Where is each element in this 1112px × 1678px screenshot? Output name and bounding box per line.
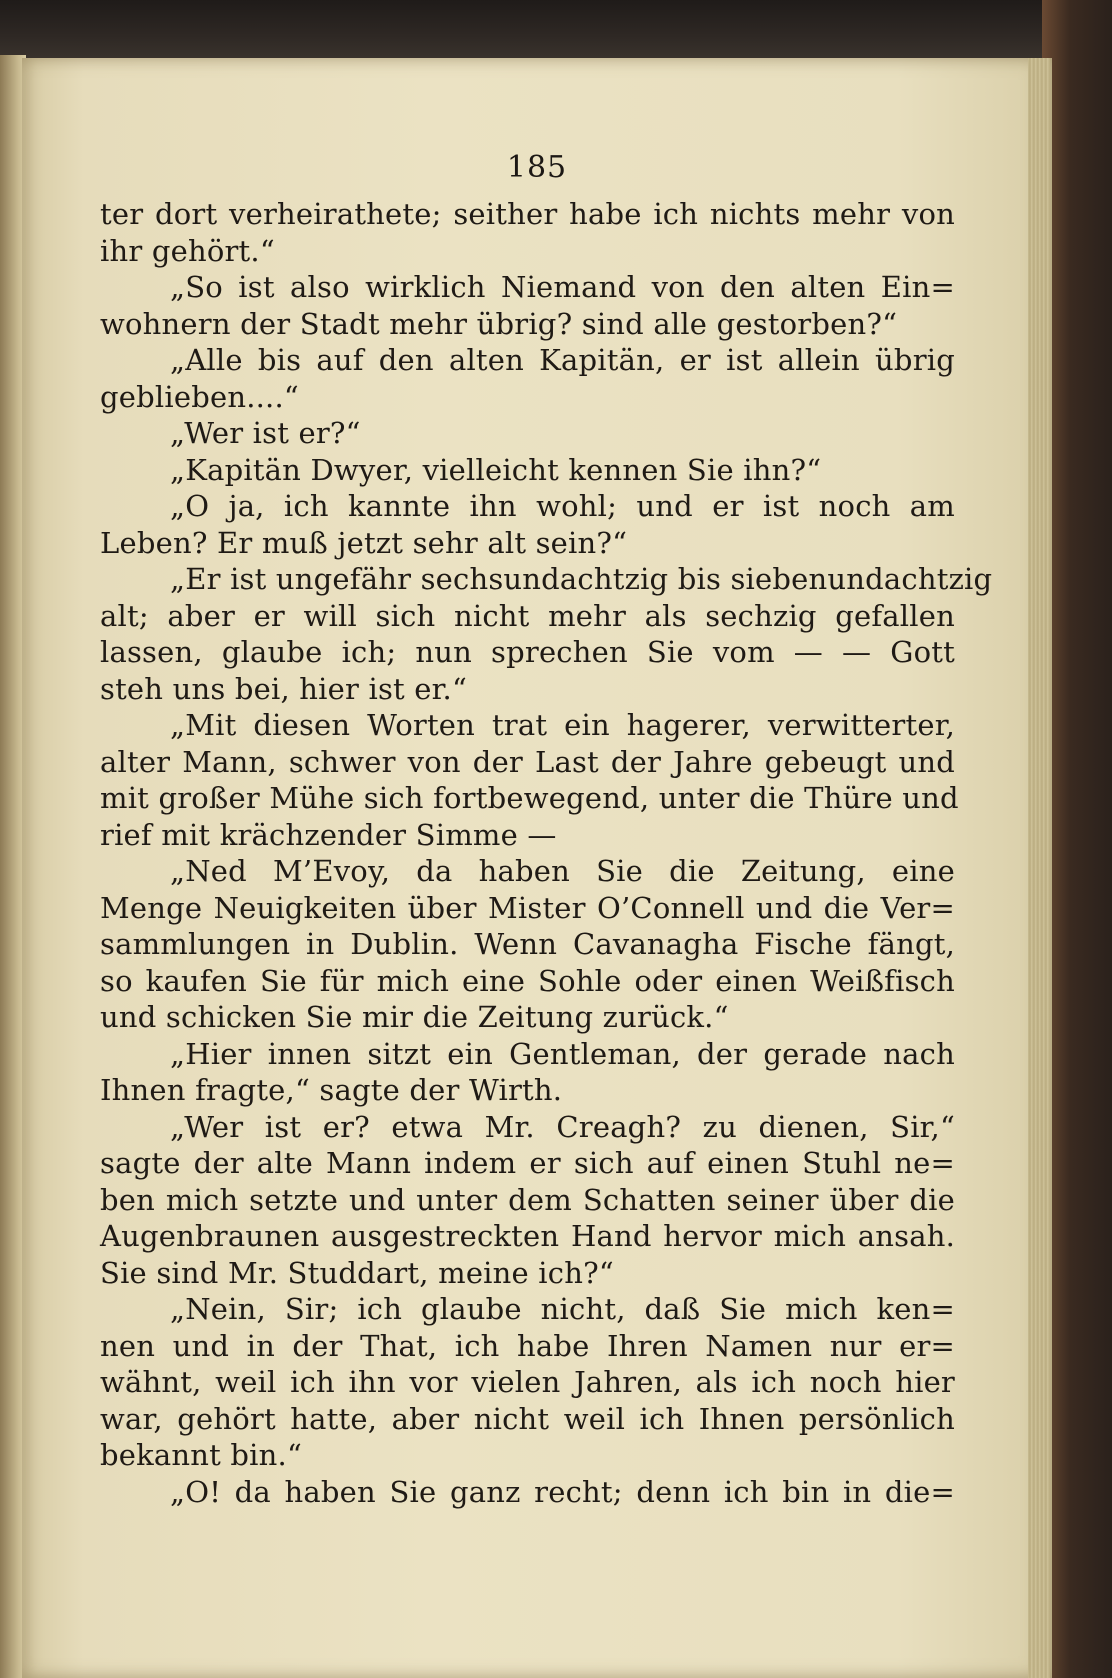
- book-page: [22, 58, 1052, 1678]
- text-line: „Ned M’Evoy, da haben Sie die Zeitung, eine: [170, 854, 955, 888]
- text-line: ben mich setzte und unter dem Schatten seiner über die: [100, 1182, 955, 1217]
- text-line: und schicken Sie mir die Zeitung zurück.“: [100, 1000, 729, 1034]
- text-line: Ihnen fragte,“ sagte der Wirth.: [100, 1073, 563, 1107]
- text-line: Leben? Er muß jetzt sehr alt sein?“: [100, 525, 628, 560]
- page-stack-edges: [1028, 58, 1050, 1678]
- book-cover-edge: [1042, 0, 1112, 1678]
- text-line: ihr gehört.“: [100, 233, 275, 268]
- text-line: „O ja, ich kannte ihn wohl; und er ist noch am: [170, 489, 955, 523]
- text-line: sagte der alte Mann indem er sich auf einen Stuhl ne=: [100, 1146, 955, 1180]
- text-line: „Wer ist er? etwa Mr. Creagh? zu dienen, Sir,“: [170, 1109, 955, 1144]
- page-text: [100, 196, 993, 1510]
- text-line: „Hier innen sitzt ein Gentleman, der gerade nach: [170, 1036, 955, 1071]
- text-line: „Kapitän Dwyer, vielleicht kennen Sie ihn?“: [170, 452, 822, 487]
- text-line: rief mit krächzender Simme —: [100, 817, 557, 852]
- text-line: „So ist also wirklich Niemand von den alten Ein=: [170, 270, 955, 304]
- text-line: geblieben....“: [100, 379, 299, 414]
- text-line: Sie sind Mr. Studdart, meine ich?“: [100, 1255, 614, 1290]
- text-line: alt; aber er will sich nicht mehr als sechzig gefallen: [100, 598, 955, 633]
- text-line: „Nein, Sir; ich glaube nicht, daß Sie mich ken=: [170, 1292, 955, 1326]
- text-line: Augenbraunen ausgestreckten Hand hervor mich ansah.: [100, 1219, 955, 1253]
- text-line: Menge Neuigkeiten über Mister O’Connell und die Ver=: [100, 890, 955, 925]
- book-spine-top: [0, 0, 1112, 60]
- text-line: mit großer Mühe sich fortbewegend, unter die Thüre und: [100, 781, 959, 815]
- text-line: sammlungen in Dublin. Wenn Cavanagha Fische fängt,: [100, 927, 955, 961]
- text-line: lassen, glaube ich; nun sprechen Sie vom — — Gott: [100, 635, 955, 669]
- text-line: ter dort verheirathete; seither habe ich nichts mehr von: [100, 197, 955, 231]
- text-line: so kaufen Sie für mich eine Sohle oder einen Weißfisch: [100, 963, 955, 998]
- text-line: steh uns bei, hier ist er.“: [100, 671, 467, 706]
- text-line: „O! da haben Sie ganz recht; denn ich bin in die=: [170, 1474, 955, 1509]
- text-line: „Wer ist er?“: [170, 416, 361, 450]
- text-line: wähnt, weil ich ihn vor vielen Jahren, als ich noch hier: [100, 1365, 955, 1399]
- text-line: war, gehört hatte, aber nicht weil ich Ihnen persönlich: [100, 1401, 955, 1436]
- text-line: „Er ist ungefähr sechsundachtzig bis siebenundachtzig: [170, 562, 993, 596]
- text-line: nen und in der That, ich habe Ihren Namen nur er=: [100, 1328, 955, 1363]
- text-line: alter Mann, schwer von der Last der Jahre gebeugt und: [100, 744, 955, 779]
- text-line: wohnern der Stadt mehr übrig? sind alle gestorben?“: [100, 306, 898, 341]
- text-line: „Alle bis auf den alten Kapitän, er ist allein übrig: [170, 343, 955, 377]
- text-line: bekannt bin.“: [100, 1438, 302, 1472]
- text-line: „Mit diesen Worten trat ein hagerer, verwitterter,: [170, 708, 955, 742]
- page-number: 185: [506, 150, 568, 185]
